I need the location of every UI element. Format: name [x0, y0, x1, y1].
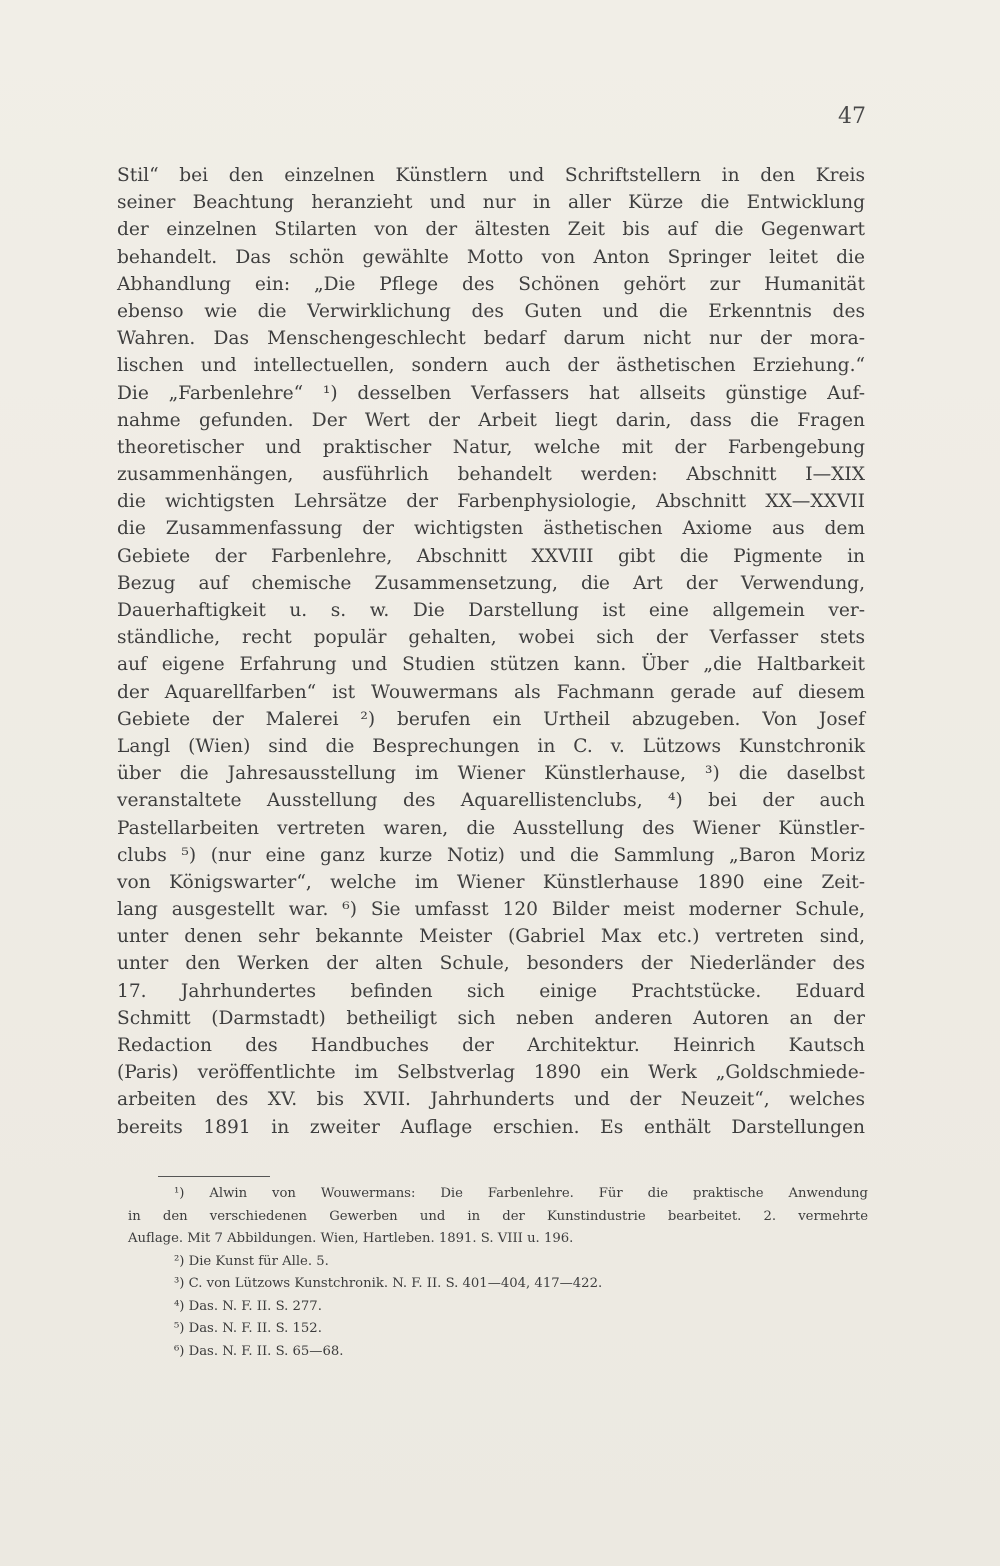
body-line: Langl (Wien) sind die Besprechungen in C. v. Lützows Kunstchronik — [117, 735, 865, 757]
body-line: theoretischer und praktischer Natur, welche mit der Farbengebung — [117, 436, 865, 458]
body-line: von Königswarter“, welche im Wiener Künstlerhause 1890 eine Zeit- — [117, 871, 865, 893]
body-line: Die „Farbenlehre“ ¹) desselben Verfassers hat allseits günstige Auf- — [117, 382, 865, 404]
body-line: arbeiten des XV. bis XVII. Jahrhunderts und der Neuzeit“, welches — [117, 1089, 865, 1111]
footnote-line: ⁵) Das. N. F. II. S. 152. — [174, 1321, 322, 1336]
body-line: Gebiete der Farbenlehre, Abschnitt XXVIII gibt die Pigmente in — [117, 545, 865, 567]
body-line: der Aquarellfarben“ ist Wouwermans als Fachmann gerade auf diesem — [117, 681, 865, 703]
footnote-line: ³) C. von Lützows Kunstchronik. N. F. II. S. 401—404, 417—422. — [174, 1276, 603, 1291]
body-line: ständliche, recht populär gehalten, wobei sich der Verfasser stets — [117, 627, 865, 649]
body-line: nahme gefunden. Der Wert der Arbeit liegt darin, dass die Fragen — [117, 409, 865, 431]
footnote-line: ¹) Alwin von Wouwermans: Die Farbenlehre. Für die praktische Anwendung — [174, 1186, 868, 1201]
body-line: Redaction des Handbuches der Architektur. Heinrich Kautsch — [117, 1035, 865, 1056]
body-line: ebenso wie die Verwirklichung des Guten und die Erkenntnis des — [117, 300, 865, 322]
body-line: 17. Jahrhundertes befinden sich einige Prachtstücke. Eduard — [117, 980, 865, 1002]
footnote-line: Auflage. Mit 7 Abbildungen. Wien, Hartleben. 1891. S. VIII u. 196. — [128, 1231, 574, 1246]
body-line: lang ausgestellt war. ⁶) Sie umfasst 120 Bilder meist moderner Schule, — [117, 899, 865, 921]
body-line: lischen und intellectuellen, sondern auch der ästhetischen Erziehung.“ — [117, 355, 865, 377]
body-line: Pastellarbeiten vertreten waren, die Ausstellung des Wiener Künstler- — [117, 817, 865, 839]
body-line: behandelt. Das schön gewählte Motto von Anton Springer leitet die — [117, 246, 865, 268]
body-line: Bezug auf chemische Zusammensetzung, die Art der Verwendung, — [117, 572, 865, 594]
body-line: unter denen sehr bekannte Meister (Gabriel Max etc.) vertreten sind, — [117, 926, 865, 948]
footnote-divider — [158, 1176, 270, 1177]
body-line: Wahren. Das Menschengeschlecht bedarf darum nicht nur der mora- — [117, 328, 865, 350]
body-line: zusammenhängen, ausführlich behandelt werden: Abschnitt I—XIX — [117, 464, 865, 486]
page-number: 47 — [838, 104, 866, 129]
footnotes — [128, 1183, 868, 1363]
body-line: Stil“ bei den einzelnen Künstlern und Schriftstellern in den Kreis — [117, 165, 865, 186]
footnote-line: ⁶) Das. N. F. II. S. 65—68. — [174, 1343, 344, 1359]
body-line: Abhandlung ein: „Die Pflege des Schönen gehört zur Humanität — [117, 273, 865, 295]
body-line: die Zusammenfassung der wichtigsten ästhetischen Axiome aus dem — [117, 518, 865, 540]
body-text — [117, 162, 865, 1141]
body-line: veranstaltete Ausstellung des Aquarellistenclubs, ⁴) bei der auch — [117, 790, 865, 812]
body-line: clubs ⁵) (nur eine ganz kurze Notiz) und die Sammlung „Baron Moriz — [117, 844, 865, 866]
body-line: unter den Werken der alten Schule, besonders der Niederländer des — [117, 953, 865, 975]
body-line: der einzelnen Stilarten von der ältesten Zeit bis auf die Gegenwart — [117, 219, 865, 241]
body-line: Schmitt (Darmstadt) betheiligt sich neben anderen Autoren an der — [117, 1007, 865, 1029]
body-line: seiner Beachtung heranzieht und nur in aller Kürze die Entwicklung — [117, 192, 865, 214]
body-line: die wichtigsten Lehrsätze der Farbenphysiologie, Abschnitt XX—XXVII — [117, 491, 865, 513]
footnote-line: ²) Die Kunst für Alle. 5. — [174, 1253, 329, 1269]
footnote-line: in den verschiedenen Gewerben und in der Kunstindustrie bearbeitet. 2. vermehrte — [128, 1208, 868, 1224]
body-line: bereits 1891 in zweiter Auflage erschien. Es enthält Darstellungen — [117, 1116, 865, 1138]
body-line: Gebiete der Malerei ²) berufen ein Urtheil abzugeben. Von Josef — [117, 708, 865, 730]
footnote-line: ⁴) Das. N. F. II. S. 277. — [174, 1298, 322, 1314]
body-line: (Paris) veröffentlichte im Selbstverlag 1890 ein Werk „Goldschmiede- — [117, 1062, 865, 1084]
body-line: Dauerhaftigkeit u. s. w. Die Darstellung ist eine allgemein ver- — [117, 600, 865, 621]
body-line: über die Jahresausstellung im Wiener Künstlerhause, ³) die daselbst — [117, 763, 865, 785]
body-line: auf eigene Erfahrung und Studien stützen kann. Über „die Haltbarkeit — [117, 654, 865, 676]
